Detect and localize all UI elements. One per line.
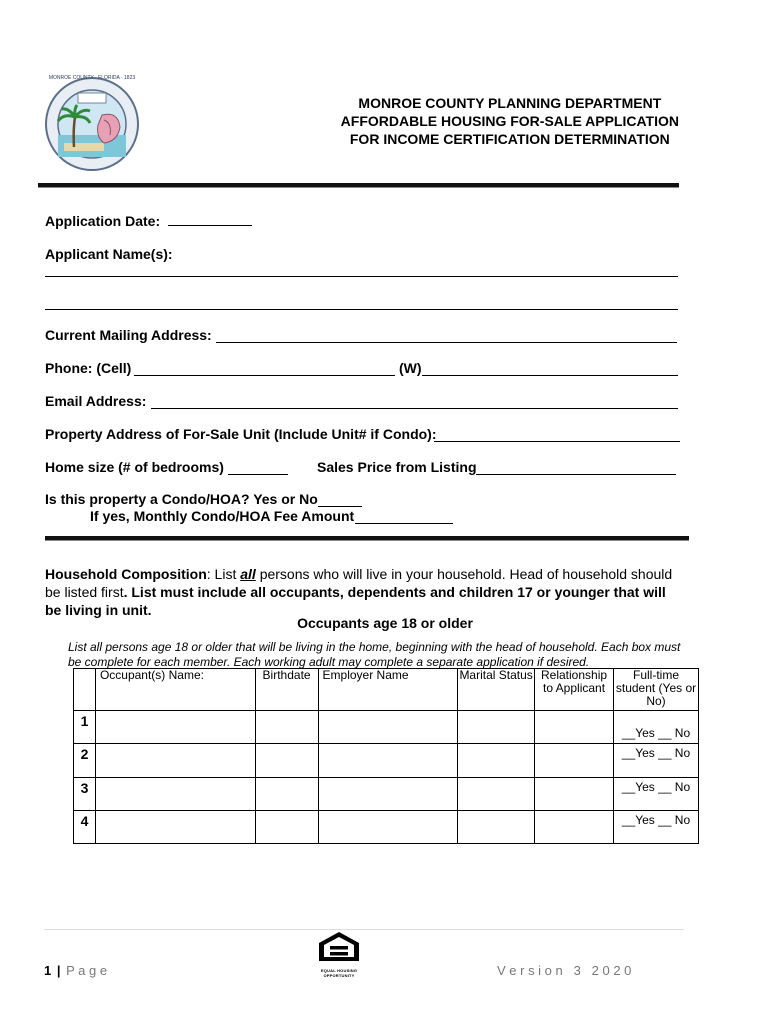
property-address-line[interactable] xyxy=(434,441,680,442)
birthdate-cell[interactable] xyxy=(255,778,318,811)
title-line-2: AFFORDABLE HOUSING FOR-SALE APPLICATION xyxy=(340,113,679,129)
sales-price-line[interactable] xyxy=(476,474,676,475)
condo-fee-line[interactable] xyxy=(355,523,453,524)
table-row xyxy=(74,744,699,778)
occupant-name-cell[interactable] xyxy=(95,744,255,778)
condo-answer-line[interactable] xyxy=(318,506,362,507)
row-number: 1 xyxy=(74,711,96,744)
all-emphasis: all xyxy=(240,566,256,582)
student-yes-no[interactable]: __Yes __ No xyxy=(614,778,699,811)
student-yes-no[interactable]: __Yes __ No xyxy=(614,711,699,744)
col-relationship: Relationship to Applicant xyxy=(535,669,614,711)
home-size-line[interactable] xyxy=(228,474,288,475)
document-title xyxy=(341,94,679,148)
relationship-cell[interactable] xyxy=(535,811,614,844)
section-rule xyxy=(45,536,689,540)
phone-work-line[interactable] xyxy=(422,375,678,376)
condo-fee-label: If yes, Monthly Condo/HOA Fee Amount xyxy=(90,508,355,524)
applicant-name-line-2[interactable] xyxy=(45,309,678,310)
marital-status-cell[interactable] xyxy=(458,778,535,811)
header-rule xyxy=(38,183,679,187)
marital-status-cell[interactable] xyxy=(458,711,535,744)
employer-cell[interactable] xyxy=(318,711,458,744)
application-date-blank[interactable] xyxy=(168,213,252,226)
property-address-label: Property Address of For-Sale Unit (Include Unit# if Condo): xyxy=(45,426,437,442)
household-instructions: Household Composition: List all persons who will live in your household. Head of household should be listed first. List must include all occupants, dependents and children 17 or younger that will be living in unit. xyxy=(45,566,673,618)
title-line-3: FOR INCOME CERTIFICATION DETERMINATION xyxy=(349,131,670,147)
mailing-address-line[interactable] xyxy=(216,342,677,343)
seal-text: MONROE COUNTY · FLORIDA · 1823 xyxy=(48,75,136,81)
table-row xyxy=(74,811,699,844)
col-marital-status: Marital Status xyxy=(458,669,535,711)
application-date-label: Application Date: xyxy=(45,213,161,229)
county-seal xyxy=(44,75,140,173)
version-label: V e r s i o n 3 2 0 2 0 xyxy=(497,963,632,978)
student-yes-no[interactable]: __Yes __ No xyxy=(614,744,699,778)
birthdate-cell[interactable] xyxy=(255,711,318,744)
phone-cell-label: Phone: (Cell) xyxy=(45,360,132,376)
col-employer: Employer Name xyxy=(318,669,458,711)
marital-status-cell[interactable] xyxy=(458,811,535,844)
birthdate-cell[interactable] xyxy=(255,811,318,844)
household-heading: Household Composition xyxy=(45,566,207,582)
marital-status-cell[interactable] xyxy=(458,744,535,778)
row-number: 2 xyxy=(74,744,96,778)
applicant-names-label: Applicant Name(s): xyxy=(45,246,173,262)
phone-cell-line[interactable] xyxy=(134,375,395,376)
occupants-table xyxy=(73,668,699,844)
occupant-name-cell[interactable] xyxy=(95,811,255,844)
table-instructions: List all persons age 18 or older that will be living in the home, beginning with the head of household. Each box must be complete for each member. Each working adult may complete a separate application if desired. xyxy=(68,640,681,669)
relationship-cell[interactable] xyxy=(535,711,614,744)
title-line-1: MONROE COUNTY PLANNING DEPARTMENT xyxy=(358,95,662,111)
equal-housing-text: EQUAL HOUSING OPPORTUNITY xyxy=(320,968,358,978)
sales-price-label: Sales Price from Listing xyxy=(317,459,477,475)
page-number: 1 | P a g e xyxy=(44,963,108,978)
email-label: Email Address: xyxy=(45,393,147,409)
table-row xyxy=(74,778,699,811)
equal-housing-logo xyxy=(316,931,362,978)
col-fulltime-student: Full-time student (Yes or No) xyxy=(614,669,699,711)
condo-question-label: Is this property a Condo/HOA? Yes or No xyxy=(45,491,318,507)
relationship-cell[interactable] xyxy=(535,778,614,811)
email-line[interactable] xyxy=(151,408,678,409)
occupant-name-cell[interactable] xyxy=(95,711,255,744)
student-yes-no[interactable]: __Yes __ No xyxy=(614,811,699,844)
table-header-row xyxy=(74,669,699,711)
row-number: 4 xyxy=(74,811,96,844)
footer-divider xyxy=(44,929,684,930)
employer-cell[interactable] xyxy=(318,811,458,844)
applicant-name-line-1[interactable] xyxy=(45,276,678,277)
table-row xyxy=(74,711,699,744)
relationship-cell[interactable] xyxy=(535,744,614,778)
birthdate-cell[interactable] xyxy=(255,744,318,778)
employer-cell[interactable] xyxy=(318,744,458,778)
col-occupant-name: Occupant(s) Name: xyxy=(95,669,255,711)
row-number: 3 xyxy=(74,778,96,811)
employer-cell[interactable] xyxy=(318,778,458,811)
mailing-address-label: Current Mailing Address: xyxy=(45,327,212,343)
home-size-label: Home size (# of bedrooms) xyxy=(45,459,224,475)
application-date-field[interactable] xyxy=(45,213,252,229)
equal-housing-icon xyxy=(316,931,362,963)
phone-work-label: (W) xyxy=(399,360,422,376)
occupant-name-cell[interactable] xyxy=(95,778,255,811)
col-birthdate: Birthdate xyxy=(255,669,318,711)
occupants-subheading: Occupants age 18 or older xyxy=(297,615,473,631)
